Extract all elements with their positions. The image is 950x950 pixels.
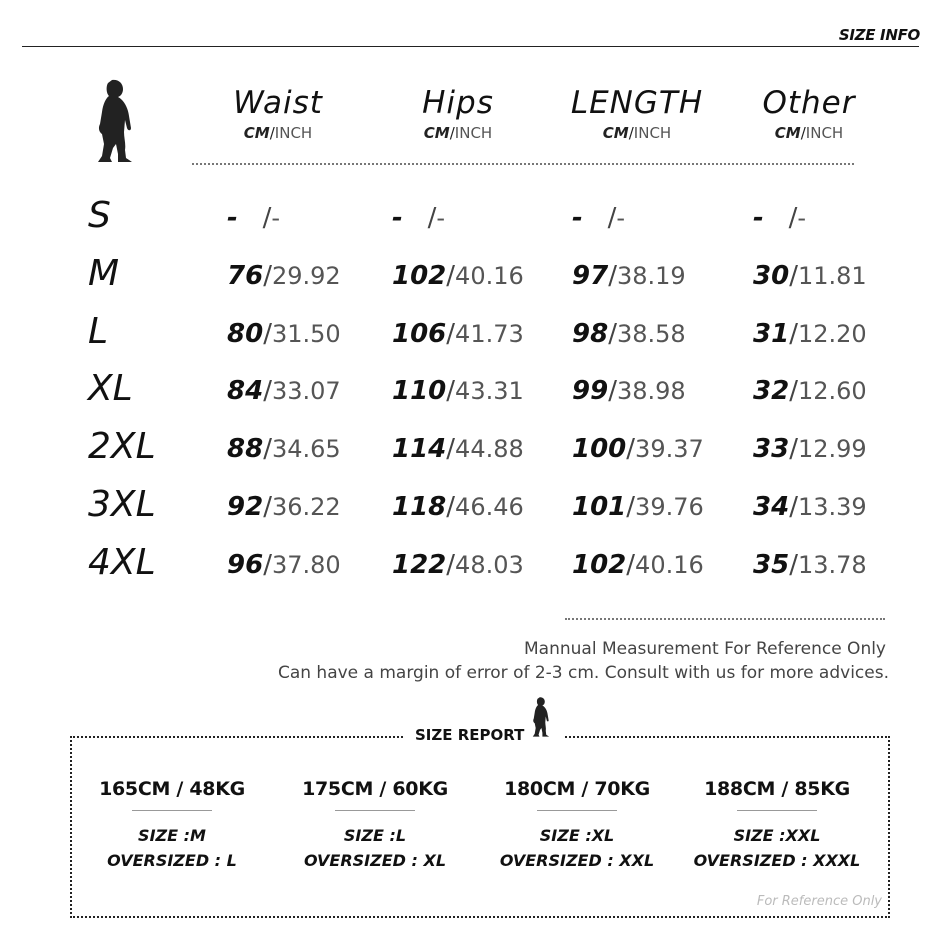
unit-inch: INCH [274, 124, 313, 142]
cell-separator: / [626, 550, 636, 580]
report-entry [677, 776, 877, 873]
size-cell [392, 260, 524, 292]
size-cell [753, 491, 867, 523]
cell-inch-value: 34.65 [271, 435, 341, 463]
size-cell [572, 549, 704, 581]
size-cell [753, 549, 867, 581]
cell-inch-value: 40.16 [455, 262, 524, 290]
report-entry [275, 776, 475, 873]
size-cell [572, 491, 704, 523]
margin-note: Can have a margin of error of 2-3 cm. Consult with us for more advices. [277, 663, 889, 683]
cell-cm-value: 30 [753, 261, 790, 291]
cell-separator: / [789, 376, 798, 406]
size-label: 4XL [88, 542, 156, 583]
cell-inch-value: 40.16 [635, 551, 704, 579]
cell-inch-value: 12.20 [797, 320, 867, 348]
size-cell [753, 202, 806, 234]
column-header-length [562, 84, 712, 142]
cell-cm-value: 101 [572, 492, 627, 522]
column-unit [734, 124, 884, 142]
column-unit [203, 124, 353, 142]
cell-inch-value: 43.31 [455, 377, 524, 405]
size-cell [753, 318, 867, 350]
size-cell [753, 260, 867, 292]
cell-cm-value: - [753, 203, 764, 233]
size-cell [572, 318, 686, 350]
size-cell [572, 260, 686, 292]
reference-only-footnote: For Reference Only [756, 894, 882, 909]
unit-separator: / [269, 124, 275, 142]
report-size: SIZE :XXL [733, 826, 821, 845]
report-body-measurements: 180CM / 70KG [504, 778, 650, 800]
cell-separator: / [263, 319, 272, 349]
cell-inch-value: 44.88 [455, 435, 524, 463]
size-cell [227, 260, 341, 292]
cell-inch-value: 36.22 [271, 493, 341, 521]
column-title: Hips [422, 85, 494, 121]
report-size: SIZE :XL [539, 826, 615, 845]
cell-separator: / [446, 434, 456, 464]
size-cell [227, 318, 341, 350]
unit-separator: / [449, 124, 455, 142]
cell-separator: / [237, 203, 272, 233]
cell-inch-value: 39.37 [635, 435, 704, 463]
cell-cm-value: 96 [227, 550, 264, 580]
size-label: 3XL [88, 484, 156, 525]
cell-cm-value: 99 [572, 376, 609, 406]
column-unit [383, 124, 533, 142]
unit-cm: CM [423, 124, 450, 142]
cell-inch-value: - [271, 204, 281, 232]
size-report-title: SIZE REPORT [415, 726, 525, 744]
size-cell [392, 318, 524, 350]
cell-separator: / [763, 203, 798, 233]
cell-separator: / [582, 203, 617, 233]
report-oversized: OVERSIZED : XL [303, 851, 447, 870]
cell-cm-value: 80 [227, 319, 264, 349]
cell-separator: / [263, 434, 272, 464]
cell-cm-value: 106 [392, 319, 447, 349]
cell-cm-value: 33 [753, 434, 790, 464]
report-oversized: OVERSIZED : L [107, 851, 237, 870]
column-header-waist [203, 84, 353, 142]
size-info-title: SIZE INFO [838, 26, 920, 44]
cell-inch-value: 29.92 [271, 262, 341, 290]
cell-inch-value: 46.46 [455, 493, 524, 521]
cell-inch-value: 48.03 [455, 551, 524, 579]
cell-cm-value: 76 [227, 261, 264, 291]
unit-inch: INCH [454, 124, 493, 142]
unit-separator: / [800, 124, 806, 142]
column-header-hips [383, 84, 533, 142]
cell-cm-value: - [392, 203, 403, 233]
measurement-note: Mannual Measurement For Reference Only [524, 639, 886, 659]
cell-separator: / [402, 203, 437, 233]
cell-separator: / [789, 261, 798, 291]
cell-separator: / [789, 492, 798, 522]
size-cell [572, 375, 686, 407]
size-label: M [88, 253, 120, 294]
unit-cm: CM [243, 124, 270, 142]
size-cell [227, 549, 341, 581]
size-cell [572, 202, 625, 234]
cell-cm-value: 97 [572, 261, 609, 291]
cell-separator: / [626, 492, 636, 522]
cell-cm-value: 35 [753, 550, 790, 580]
cell-cm-value: 88 [227, 434, 264, 464]
cell-cm-value: 110 [392, 376, 447, 406]
report-entry-rule [132, 810, 212, 811]
cell-separator: / [626, 434, 636, 464]
size-cell [227, 202, 280, 234]
cell-inch-value: 33.07 [271, 377, 341, 405]
size-cell [227, 491, 341, 523]
ape-silhouette-icon [88, 78, 138, 164]
cell-inch-value: 13.78 [797, 551, 867, 579]
unit-cm: CM [602, 124, 629, 142]
report-entry-rule [335, 810, 415, 811]
report-body-measurements: 188CM / 85KG [704, 778, 850, 800]
size-label: XL [88, 368, 133, 409]
cell-inch-value: 31.50 [271, 320, 341, 348]
column-header-other [734, 84, 884, 142]
cell-cm-value: - [572, 203, 583, 233]
report-oversized: OVERSIZED : XXL [499, 851, 655, 870]
report-entry-rule [537, 810, 617, 811]
cell-cm-value: 102 [572, 550, 627, 580]
size-cell [753, 433, 867, 465]
size-label: 2XL [88, 426, 156, 467]
cell-separator: / [789, 319, 798, 349]
report-entry-rule [737, 810, 817, 811]
cell-inch-value: - [797, 204, 807, 232]
column-title: Other [762, 85, 856, 121]
cell-inch-value: 41.73 [455, 320, 524, 348]
cell-separator: / [608, 376, 617, 406]
cell-inch-value: 38.19 [616, 262, 686, 290]
cell-cm-value: 118 [392, 492, 447, 522]
size-cell [572, 433, 704, 465]
cell-cm-value: 31 [753, 319, 790, 349]
cell-cm-value: 34 [753, 492, 790, 522]
cell-inch-value: - [616, 204, 626, 232]
size-cell [392, 433, 524, 465]
column-title: Waist [233, 85, 323, 121]
cell-separator: / [446, 319, 456, 349]
cell-separator: / [263, 376, 272, 406]
cell-separator: / [608, 319, 617, 349]
report-body-measurements: 165CM / 48KG [99, 778, 245, 800]
report-entry [477, 776, 677, 873]
report-body-measurements: 175CM / 60KG [302, 778, 448, 800]
cell-cm-value: 32 [753, 376, 790, 406]
cell-cm-value: 122 [392, 550, 447, 580]
cell-inch-value: - [436, 204, 446, 232]
header-divider [22, 46, 919, 47]
cell-cm-value: 102 [392, 261, 447, 291]
unit-inch: INCH [633, 124, 672, 142]
notes-dotted-divider [565, 618, 885, 620]
cell-separator: / [263, 261, 272, 291]
cell-inch-value: 38.58 [616, 320, 686, 348]
ape-silhouette-icon [528, 694, 552, 740]
size-cell [392, 375, 524, 407]
cell-cm-value: - [227, 203, 238, 233]
cell-inch-value: 38.98 [616, 377, 686, 405]
header-dotted-divider [192, 163, 854, 165]
size-label: S [88, 195, 111, 236]
size-cell [753, 375, 867, 407]
column-title: LENGTH [570, 85, 704, 121]
unit-separator: / [628, 124, 634, 142]
cell-cm-value: 98 [572, 319, 609, 349]
cell-separator: / [446, 492, 456, 522]
cell-separator: / [263, 550, 272, 580]
unit-inch: INCH [805, 124, 844, 142]
cell-inch-value: 11.81 [797, 262, 867, 290]
cell-cm-value: 84 [227, 376, 264, 406]
cell-separator: / [446, 376, 456, 406]
cell-cm-value: 114 [392, 434, 447, 464]
size-cell [392, 549, 524, 581]
cell-separator: / [608, 261, 617, 291]
cell-inch-value: 12.99 [797, 435, 867, 463]
size-label: L [88, 311, 109, 352]
cell-separator: / [789, 550, 798, 580]
cell-separator: / [446, 550, 456, 580]
size-cell [227, 375, 341, 407]
cell-inch-value: 39.76 [635, 493, 704, 521]
report-entry [72, 776, 272, 873]
size-cell [392, 202, 445, 234]
unit-cm: CM [774, 124, 801, 142]
cell-separator: / [263, 492, 272, 522]
report-oversized: OVERSIZED : XXXL [693, 851, 861, 870]
size-cell [392, 491, 524, 523]
cell-inch-value: 12.60 [797, 377, 867, 405]
column-unit [562, 124, 712, 142]
cell-cm-value: 92 [227, 492, 264, 522]
cell-cm-value: 100 [572, 434, 627, 464]
report-size: SIZE :M [138, 826, 206, 845]
size-cell [227, 433, 341, 465]
report-size: SIZE :L [343, 826, 407, 845]
cell-separator: / [446, 261, 456, 291]
cell-inch-value: 13.39 [797, 493, 867, 521]
cell-separator: / [789, 434, 798, 464]
cell-inch-value: 37.80 [271, 551, 341, 579]
